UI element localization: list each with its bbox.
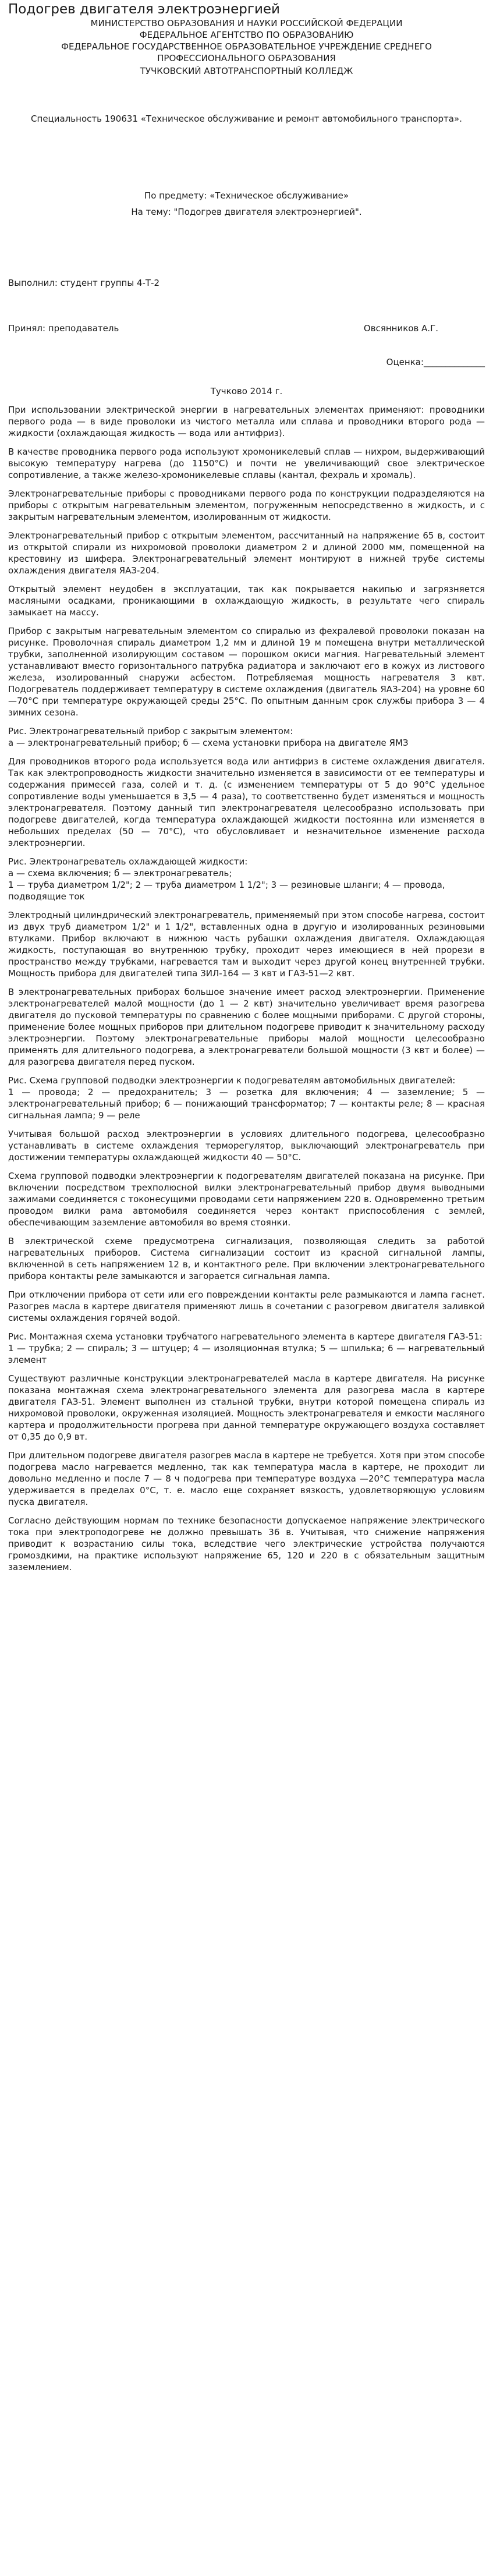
paragraph: При использовании электрической энергии в нагревательных элементах применяют: проводники первого рода — в виде проволоки из чистого металла или сплава и проводники второго рода — жидкости (охлаждающая жидкость — вода или антифриз). [8, 405, 485, 438]
header-line: ФЕДЕРАЛЬНОЕ АГЕНТСТВО ПО ОБРАЗОВАНИЮ [139, 30, 354, 40]
paragraph: Схема групповой подводки электроэнергии к подогревателям двигателей показана на рисунке. При включении посредством трехполюсной вилки электронагревательный прибор двумя выводными зажимами соединяется с токонесущими проводами сети напряжением 220 в. Одновременно третьим проводом вилки рама автомобиля соединяется через контакт приспособления с землей, обеспечивающим заземление автомобиля во время стоянки. [8, 1171, 485, 1228]
paragraph: При отключении прибора от сети или его повреждении контакты реле размыкаются и лампа гаснет. Разогрев масла в картере двигателя применяют лишь в сочетании с разогревом двигателя заливкой системы охлаждения горячей водой. [8, 1289, 485, 1323]
body-text [8, 404, 485, 1573]
figure-caption [8, 1075, 485, 1121]
paragraph: В электронагревательных приборах большое значение имеет расход электроэнергии. Применение электронагревателей малой мощности (до 1 — 2 квт) значительно увеличивает время разогрева двигателя до пусковой температуры по сравнению с более мощными приборами. С другой стороны, применение более мощных приборов при длительном подогреве приводит к значительному расходу электроэнергии. Поэтому электронагревательные приборы малой мощности целесообразно применять для длительного подогрева, а электронагреватели большой мощности (3 квт и более) — для разогрева двигателя перед пуском. [8, 987, 485, 1067]
caption-line: 1 — труба диаметром 1/2"; 2 — труба диаметром 1 1/2"; 3 — резиновые шланги; 4 — провода, подводящие ток [8, 880, 445, 902]
city-year: Тучково 2014 г. [210, 386, 283, 396]
caption-line: Рис. Схема групповой подводки электроэнергии к подогревателям автомобильных двигателей: [8, 1075, 456, 1086]
page-title: Подогрев двигателя электроэнергией [8, 2, 280, 17]
caption-line: Рис. Монтажная схема установки трубчатого нагревательного элемента в картере двигателя ГАЗ-51: [8, 1331, 483, 1342]
caption-line: 1 — провода; 2 — предохранитель; 3 — розетка для включения; 4 — заземление; 5 — электронагревательный прибор; 6 — понижающий трансформатор; 7 — контакты реле; 8 — красная сигнальная лампа; 9 — реле [8, 1087, 485, 1121]
figure-caption [8, 1331, 485, 1366]
paragraph: Электронагревательные приборы с проводниками первого рода по конструкции подразделяются на приборы с открытым нагревательным элементом, погруженным непосредственно в жидкость, и с закрытым нагревательным элементом, изолированным от жидкости. [8, 488, 485, 522]
caption-line: а — схема включения; б — электронагреватель; [8, 868, 232, 878]
accepted-label: Принял: преподаватель [8, 323, 119, 334]
performed-by: Выполнил: студент группы 4-Т-2 [8, 278, 160, 288]
figure-caption [8, 725, 485, 749]
specialty: Специальность 190631 «Техническое обслуживание и ремонт автомобильного транспорта». [31, 114, 462, 124]
caption-line: 1 — трубка; 2 — спираль; 3 — штуцер; 4 — изоляционная втулка; 5 — шпилька; 6 — нагревательный элемент [8, 1343, 485, 1365]
grade: Оценка:______________ [386, 357, 485, 367]
header-line: ТУЧКОВСКИЙ АВТОТРАНСПОРТНЫЙ КОЛЛЕДЖ [140, 66, 353, 76]
paragraph: Электронагревательный прибор с открытым элементом, рассчитанный на напряжение 65 в, состоит из открытой спирали из нихромовой проволоки диаметром 2 и длиной 2000 мм, помещенной на крестовину из шифера. Электронагревательный элемент монтируют в нижней трубе системы охлаждения двигателя ЯАЗ-204. [8, 530, 485, 576]
paragraph: Открытый элемент неудобен в эксплуатации, так как покрывается накипью и загрязняется масляными осадками, проникающими в охлаждающую жидкость, в результате чего спираль замыкает на массу. [8, 584, 485, 618]
caption-line: Рис. Электронагреватель охлаждающей жидкости: [8, 856, 248, 867]
header-line: МИНИСТЕРСТВО ОБРАЗОВАНИЯ И НАУКИ РОССИЙСКОЙ ФЕДЕРАЦИИ [90, 18, 403, 29]
paragraph: В электрической схеме предусмотрена сигнализация, позволяющая следить за работой нагревательных приборов. Система сигнализации состоит из красной сигнальной лампы, включенной в сеть напряжением 12 в, и контактного реле. При включении электронагревательного прибора контакты реле замыкаются и загорается сигнальная лампа. [8, 1236, 485, 1281]
caption-line: Рис. Электронагревательный прибор с закрытым элементом: [8, 726, 293, 736]
figure-caption [8, 856, 485, 902]
caption-line: а — электронагревательный прибор; б — схема установки прибора на двигателе ЯМЗ [8, 738, 409, 748]
paragraph: Электродный цилиндрический электронагреватель, применяемый при этом способе нагрева, состоит из двух труб диаметром 1/2" и 1 1/2", вставленных одна в другую и изолированных резиновыми втулками. Прибор включают в нижнюю часть рубашки охлаждения двигателя. Охлаждающая жидкость, поступающая во внутреннюю трубку, проходит через имеющиеся в ней прорези в пространство между трубками, нагревается там и выходит через другой конец внутренней трубки. Мощность прибора для двигателей типа ЗИЛ-164 — 3 квт и ГАЗ-51—2 квт. [8, 910, 485, 979]
accepted-row [8, 323, 485, 334]
teacher-name: Овсянников А.Г. [363, 323, 438, 334]
paragraph: Учитывая большой расход электроэнергии в условиях длительного подогрева, целесообразно устанавливать в системе охлаждения терморегулятор, выключающий электронагреватель при достижении температуры охлаждающей жидкости 40 — 50°С. [8, 1129, 485, 1163]
topic: На тему: "Подогрев двигателя электроэнергией". [131, 207, 362, 217]
paragraph: При длительном подогреве двигателя разогрев масла в картере не требуется. Хотя при этом способе подогрева масло нагревается медленно, так как температура масла в картере, не проходит ли довольно медленно и после 7 — 8 ч подогрева при температуре воздуха —20°С температура масла удерживается в пределах 0°С, т. е. масло еще сохраняет вязкость, удовлетворяющую условиям пуска двигателя. [8, 1450, 485, 1507]
paragraph: Согласно действующим нормам по технике безопасности допускаемое напряжение электрического тока при электроподогреве не должно превышать 36 в. Учитывая, что снижение напряжения приводит к возрастанию силы тока, вследствие чего электрические устройства получаются громоздкими, на практике используют напряжение 65, 120 и 220 в с обязательным защитным заземлением. [8, 1515, 485, 1572]
paragraph: В качестве проводника первого рода используют хромоникелевый сплав — нихром, выдерживающий высокую температуру нагрева (до 1150°С) и почти не увеличивающий свое электрическое сопротивление, а также железо-хромоникелевые сплавы (кантал, фехраль и хромаль). [8, 447, 485, 480]
paragraph: Прибор с закрытым нагревательным элементом со спиралью из фехралевой проволоки показан на рисунке. Проволочная спираль диаметром 1,2 мм и длиной 19 м помещена внутри металлической трубки, заполненной изолирующим составом — порошком окиси магния. Нагревательный элемент устанавливают вместо горизонтального патрубка радиатора и заключают его в кожух из листового железа, изолированный снаружи асбестом. Потребляемая мощность нагревателя 3 квт. Подогреватель поддерживает температуру в системе охлаждения (двигатель ЯАЗ-204) на уровне 60—70°С при температуре окружающей среды 25°С. По опытным данным срок службы прибора 3 — 4 зимних сезона. [8, 626, 485, 718]
subject: По предмету: «Техническое обслуживание» [144, 190, 349, 201]
header-line: ФЕДЕРАЛЬНОЕ ГОСУДАРСТВЕННОЕ ОБРАЗОВАТЕЛЬНОЕ УЧРЕЖДЕНИЕ СРЕДНЕГО ПРОФЕССИОНАЛЬНОГО ОБРАЗОВАНИЯ [61, 41, 432, 63]
paragraph: Для проводников второго рода используется вода или антифриз в системе охлаждения двигателя. Так как электропроводность жидкости значительно изменяется в зависимости от ее температуры и содержания примесей газа, солей и т. д. (с изменением температуры от 5 до 90°С удельное сопротивление воды уменьшается в 3,5 — 4 раза), то соответственно будет изменяться и мощность электронагревателя. Поэтому данный тип электронагревателя целесообразно использовать при подогреве двигателей, когда температура охлаждающей жидкости постоянна или изменяется в небольших пределах (50 — 70°С), что обусловливает и незначительное изменение расхода электроэнергии. [8, 756, 485, 848]
paragraph: Существуют различные конструкции электронагревателей масла в картере двигателя. На рисунке показана монтажная схема электронагревательного элемента для разогрева масла в картере двигателя ГАЗ-51. Элемент выполнен из стальной трубки, внутри которой помещена спираль из нихромовой проволоки, окруженная изоляцией. Мощность электронагревателя и емкости масляного картера и продолжительности прогрева при данной температуре окружающего воздуха составляет от 0,35 до 0,9 вт. [8, 1373, 485, 1442]
institution-header [8, 17, 485, 77]
